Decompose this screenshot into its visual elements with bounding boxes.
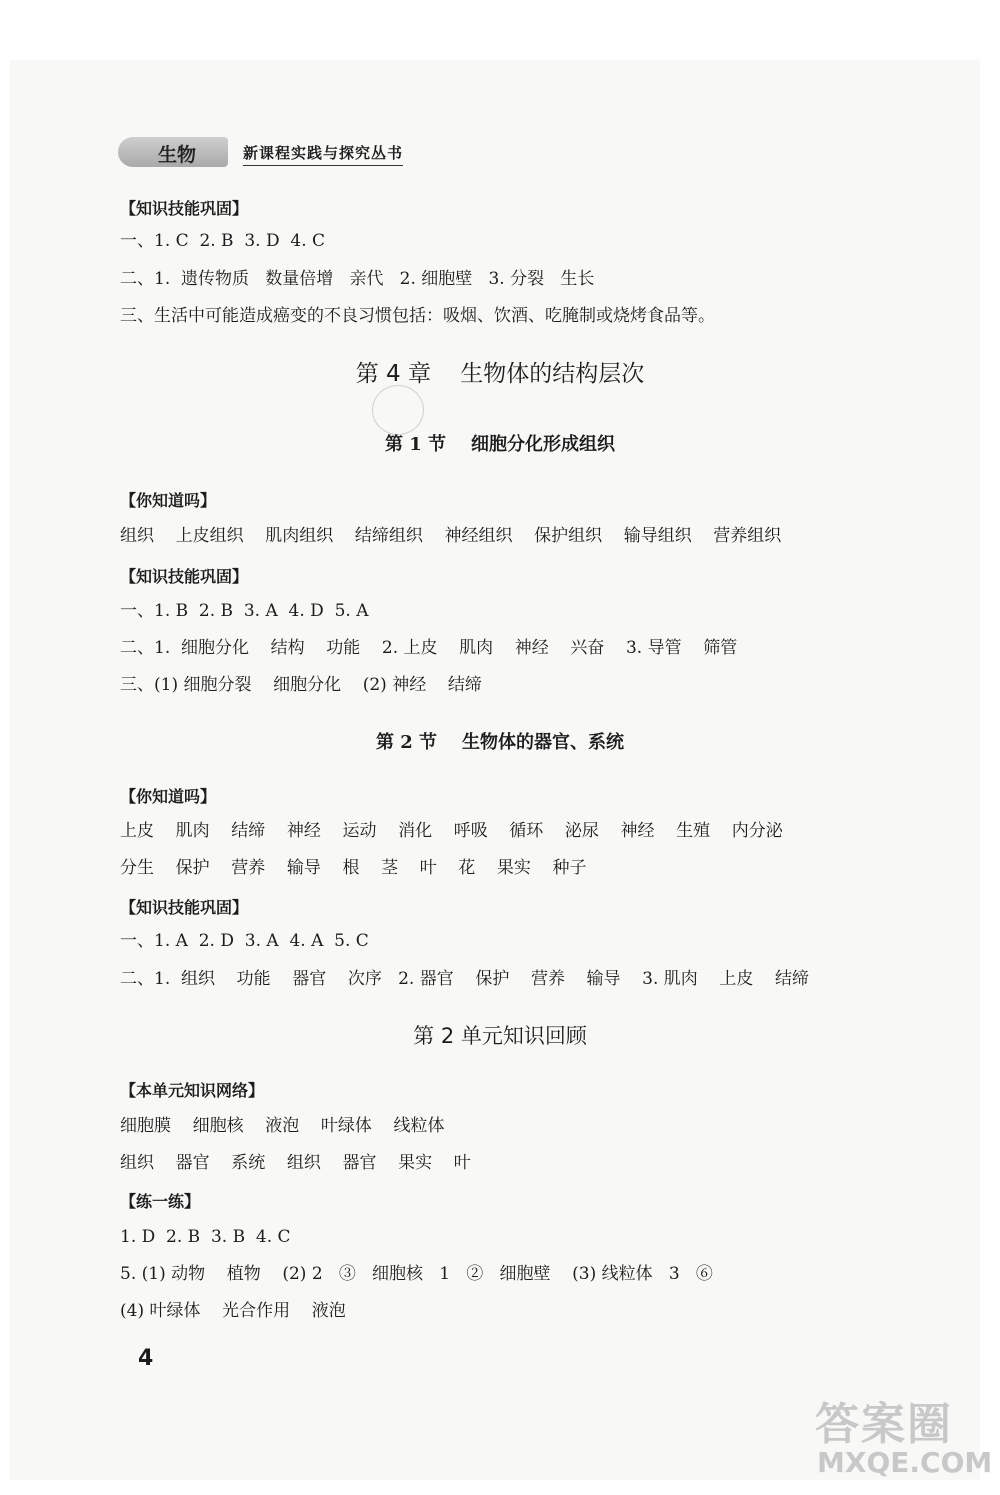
block1-label: 【知识技能巩固】 (120, 199, 249, 218)
section2-know-line-2: 分生 保护 营养 输导 根 茎 叶 花 果实 种子 (120, 858, 587, 878)
section2-skill-line-1: 一、1. A 2. D 3. A 4. A 5. C (120, 931, 369, 951)
watermark-url: MXQE.COM (817, 1446, 993, 1479)
section1-skill-line-2: 二、1. 细胞分化 结构 功能 2. 上皮 肌肉 神经 兴奋 3. 导管 筛管 (120, 638, 738, 658)
section1-know-label: 【你知道吗】 (120, 491, 217, 510)
section2-skill-label: 【知识技能巩固】 (120, 898, 249, 917)
network-line-1: 细胞膜 细胞核 液泡 叶绿体 线粒体 (120, 1116, 445, 1136)
block1-line-3: 三、生活中可能造成癌变的不良习惯包括：吸烟、饮酒、吃腌制或烧烤食品等。 (120, 306, 715, 326)
subject-label: 生物 (158, 144, 197, 166)
section2-know-line-1: 上皮 肌肉 结缔 神经 运动 消化 呼吸 循环 泌尿 神经 生殖 内分泌 (120, 821, 783, 841)
section2-skill-line-2: 二、1. 组织 功能 器官 次序 2. 器官 保护 营养 输导 3. 肌肉 上皮 结缔 (120, 969, 810, 989)
section1-skill-line-3: 三、(1) 细胞分裂 细胞分化 (2) 神经 结缔 (120, 675, 482, 695)
stamp-mark (372, 385, 424, 435)
unit-review-title: 第 2 单元知识回顾 (413, 1024, 587, 1048)
section1-skill-line-1: 一、1. B 2. B 3. A 4. D 5. A (120, 601, 369, 621)
block1-line-2: 二、1. 遗传物质 数量倍增 亲代 2. 细胞壁 3. 分裂 生长 (120, 269, 595, 289)
network-line-2: 组织 器官 系统 组织 器官 果实 叶 (120, 1153, 471, 1173)
subject-tab (118, 137, 228, 167)
network-label: 【本单元知识网络】 (120, 1081, 265, 1100)
watermark-text: 答案圈 (815, 1399, 953, 1450)
section2-title: 第 2 节 生物体的器官、系统 (375, 732, 625, 753)
block1-line-1: 一、1. C 2. B 3. D 4. C (120, 231, 326, 251)
series-title: 新课程实践与探究丛书 (243, 142, 403, 166)
chapter-title: 第 4 章 生物体的结构层次 (355, 361, 645, 387)
practice-line-3: (4) 叶绿体 光合作用 液泡 (120, 1301, 346, 1321)
section1-skill-label: 【知识技能巩固】 (120, 567, 249, 586)
page-number: 4 (138, 1346, 154, 1371)
practice-line-1: 1. D 2. B 3. B 4. C (120, 1227, 291, 1247)
practice-line-2: 5. (1) 动物 植物 (2) 2 ③ 细胞核 1 ② 细胞壁 (3) 线粒体 3 ⑥ (120, 1264, 713, 1284)
practice-label: 【练一练】 (120, 1192, 201, 1211)
watermark-logo (815, 1388, 993, 1488)
section1-title: 第 1 节 细胞分化形成组织 (384, 434, 616, 455)
section1-know-line: 组织 上皮组织 肌肉组织 结缔组织 神经组织 保护组织 输导组织 营养组织 (120, 526, 782, 546)
section2-know-label: 【你知道吗】 (120, 787, 217, 806)
